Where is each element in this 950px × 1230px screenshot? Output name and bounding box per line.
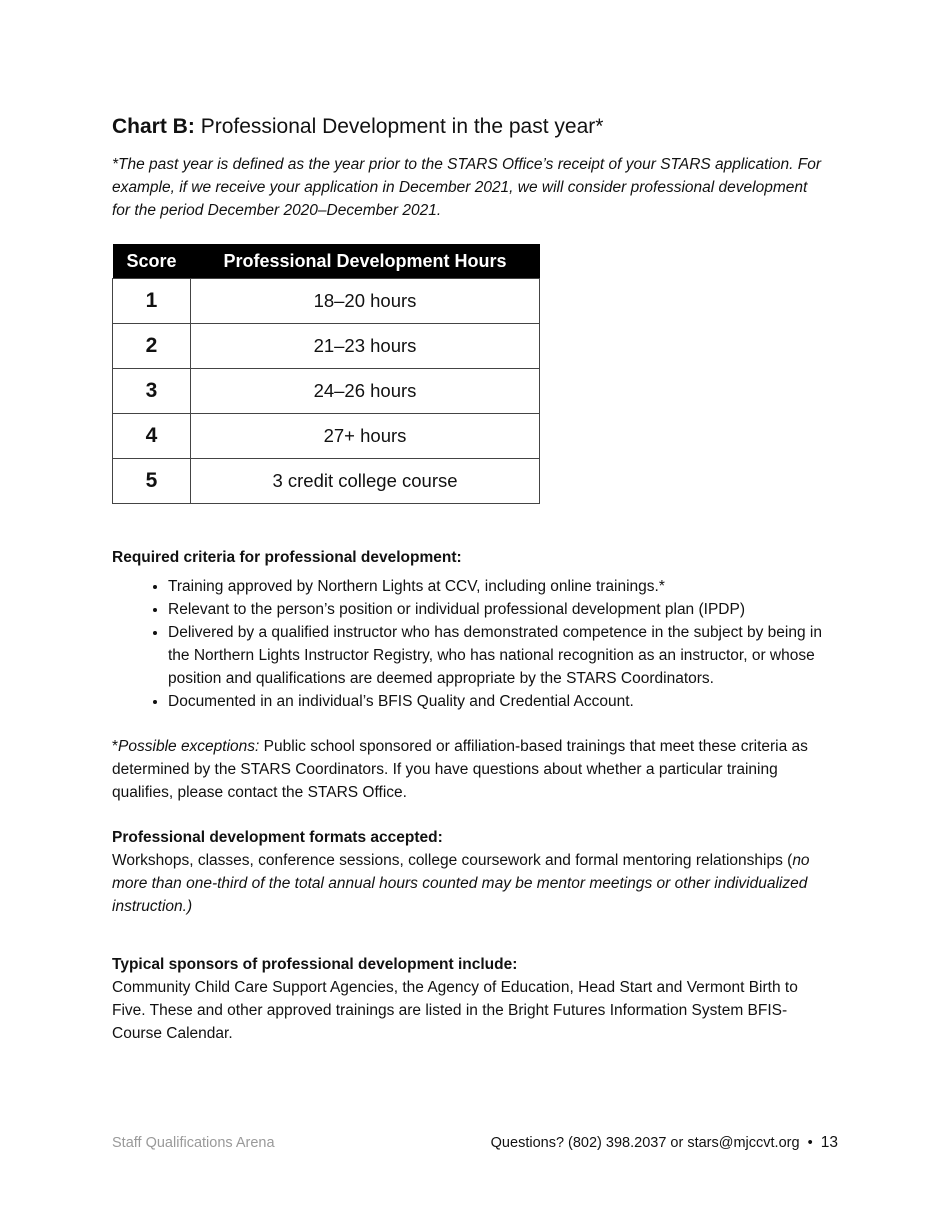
hours-cell: 24–26 hours	[191, 369, 540, 414]
criteria-heading: Required criteria for professional development:	[112, 549, 462, 566]
chart-title-text: Professional Development in the past year*	[200, 115, 604, 138]
table-header-row	[113, 244, 540, 279]
table-row	[113, 279, 540, 324]
header-hours: Professional Development Hours	[191, 244, 540, 279]
list-item: • Delivered by a qualified instructor who has demonstrated competence in the subject by being in the Northern Lights Instructor Registry, who has national recognition as an instructor, or whose position and qualifications are deemed appropriate by the STARS Coordinators.	[168, 621, 822, 690]
score-cell: 2	[113, 324, 191, 369]
table-row	[113, 414, 540, 459]
exceptions-star: *	[112, 738, 119, 755]
footer-section-title: Staff Qualifications Arena	[112, 1135, 275, 1151]
exceptions-label: Possible exceptions:	[118, 738, 260, 755]
sponsors-section	[112, 953, 822, 1045]
hours-cell: 3 credit college course	[191, 459, 540, 504]
list-item: • Training approved by Northern Lights at CCV, including online trainings.*	[168, 575, 822, 598]
chart-title	[112, 113, 822, 141]
hours-cell: 27+ hours	[191, 414, 540, 459]
score-cell: 4	[113, 414, 191, 459]
formats-paragraph	[112, 849, 822, 918]
footer-contact-block	[491, 1133, 838, 1153]
formats-heading: Professional development formats accepted:	[112, 829, 443, 846]
hours-cell: 21–23 hours	[191, 324, 540, 369]
bullet-separator: •	[807, 1135, 813, 1151]
exceptions-paragraph	[112, 735, 822, 804]
formats-text: Workshops, classes, conference sessions, college coursework and formal mentoring relationships (	[112, 852, 793, 869]
sponsors-paragraph: Community Child Care Support Agencies, the Agency of Education, Head Start and Vermont Birth to Five. These and other approved trainings are listed in the Bright Futures Information System BFIS-Course Calendar.	[112, 979, 798, 1042]
sponsors-heading: Typical sponsors of professional development include:	[112, 956, 518, 973]
past-year-note: *The past year is defined as the year prior to the STARS Office’s receipt of your STARS application. For example, if we receive your application in December 2021, we will consider professional development for the period December 2020–December 2021.	[112, 156, 822, 219]
hours-cell: 18–20 hours	[191, 279, 540, 324]
header-score: Score	[113, 244, 191, 279]
score-cell: 1	[113, 279, 191, 324]
criteria-list	[112, 575, 822, 713]
score-cell: 3	[113, 369, 191, 414]
table-row	[113, 369, 540, 414]
list-item: • Relevant to the person’s position or individual professional development plan (IPDP)	[168, 598, 822, 621]
score-cell: 5	[113, 459, 191, 504]
document-page	[112, 113, 822, 1045]
page-number: 13	[820, 1134, 838, 1151]
table-row	[113, 324, 540, 369]
footer-contact: Questions? (802) 398.2037 or stars@mjccvt.org	[490, 1135, 800, 1151]
table-row	[113, 459, 540, 504]
list-item: • Documented in an individual’s BFIS Quality and Credential Account.	[168, 690, 822, 713]
exceptions-text: Public school sponsored or affiliation-based trainings that meet these criteria as determined by the STARS Coordinators. If you have questions about whether a particular training qualifies, please contact the STARS Office.	[112, 738, 808, 801]
score-table	[112, 244, 540, 504]
formats-italic-text: no more than one-third of the total annual hours counted may be mentor meetings or other individualized instruction.)	[112, 852, 810, 915]
formats-section	[112, 826, 822, 918]
chart-label: Chart B:	[112, 115, 195, 138]
